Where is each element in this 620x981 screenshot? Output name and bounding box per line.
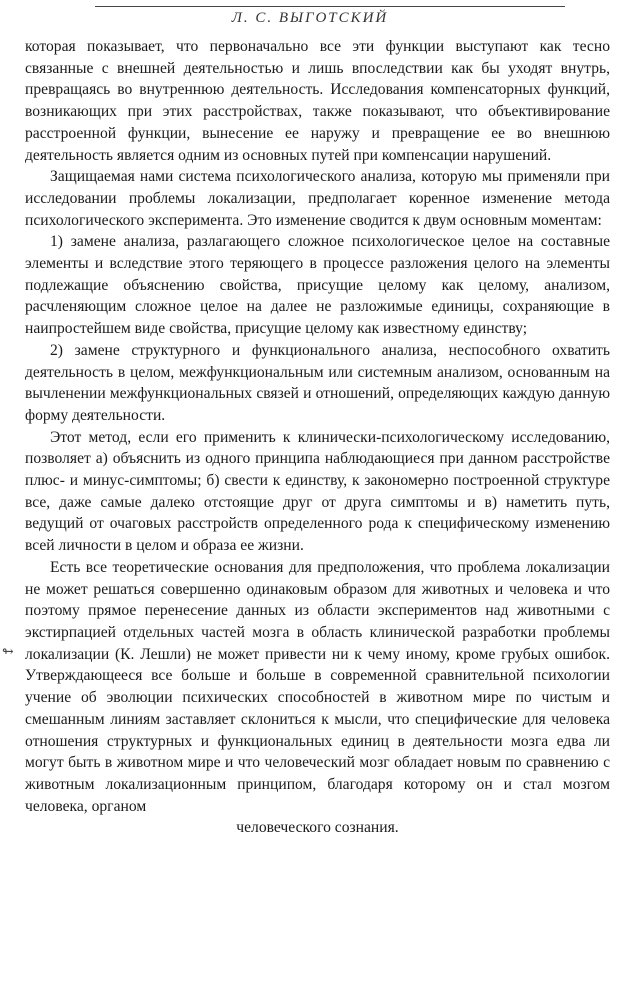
page-body	[25, 36, 610, 839]
paragraph-localization: Есть все теоретические основания для предположения, что проблема локализации не может решаться совершенно одинаковым образом для животных и человека и что поэтому прямое перенесение данных из области экспериментов над животными с экстирпацией отдельных частей мозга в область клинической разработки проблемы локализации (К. Лешли) не может привести ни к чему иному, кроме грубых ошибок. Утверждающееся все больше и больше в современной сравнительной психологии учение об эволюции психических способностей в животном мире по чистым и смешанным линиям заставляет склониться к мысли, что специфические для человека отношения структурных и функциональных единиц в деятельности мозга едва ли могут быть в животном мире и что человеческий мозг обладает новым по сравнению с животным локализационным принципом, благодаря которому он и стал мозгом человека, органом	[25, 558, 610, 815]
header-rule	[95, 6, 565, 7]
paragraph-method-intro: Защищаемая нами система психологического анализа, которую мы применяли при исследовании проблемы локализации, предполагает коренное изменение метода психологического эксперимента. Это изменение сводится к двум основным моментам:	[25, 168, 610, 229]
running-head: Л. С. ВЫГОТСКИЙ	[231, 10, 389, 26]
paragraph-method-application: Этот метод, если его применить к клинически-психологическому исследованию, позволяет а) объяснить из одного принципа наблюдающиеся при данном расстройстве плюс- и минус-симптомы; б) свести к единству, к закономерно построенной структуре все, даже самые далеко отстоящие друг от друга симптомы и в) наметить путь, ведущий от очаговых расстройств определенного рода к специфическому изменению всей личности в целом и образа ее жизни.	[25, 428, 610, 555]
list-item-second-moment: 2) замене структурного и функционального анализа, неспособного охватить деятельность в целом, межфункциональным или системным анализом, основанным на вычленении межфункциональных связей и отношений, определяющих каждую данную форму деятельности.	[25, 341, 610, 424]
paragraph-continuation: которая показывает, что первоначально все эти функции выступают как тесно связанные с внешней деятельностью и лишь впоследствии как бы уходят внутрь, превращаясь во внутреннюю деятельность. Исследования компенсаторных функций, возникающих при этих расстройствах, также показывают, что объективирование расстроенной функции, вынесение ее наружу и превращение ее во внешнюю деятельность является одним из основных путей при компенсации нарушений.	[25, 38, 610, 164]
margin-mark-icon: ↬	[2, 645, 14, 660]
paragraph-closing-line: человеческого сознания.	[236, 819, 399, 837]
list-item-first-moment: 1) замене анализа, разлагающего сложное психологическое целое на составные элементы и вследствие этого теряющего в процессе разложения целого на элементы подлежащие объяснению свойства, присущие целому как целому, анализом, расчленяющим сложное целое на далее не разложимые единицы, сохраняющие в наипростейшем виде свойства, присущие целому как известному единству;	[25, 233, 610, 338]
